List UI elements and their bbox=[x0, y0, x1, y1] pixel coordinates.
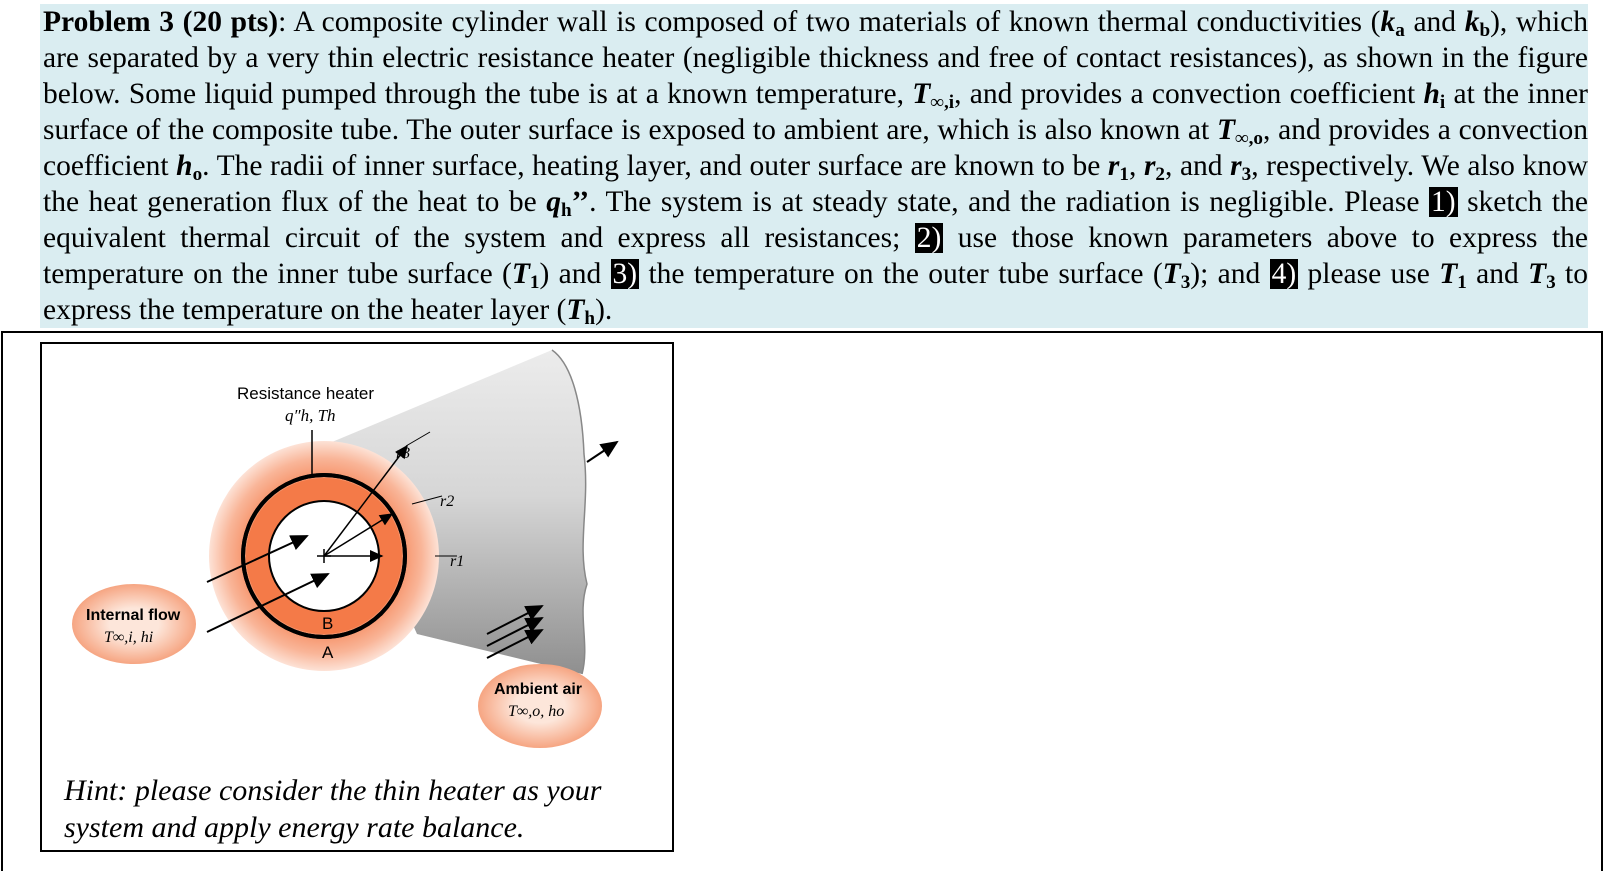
symbol: q bbox=[546, 186, 562, 218]
text: , respectively. We also know the heat generation flux of the heat to be bbox=[43, 150, 1589, 218]
text: the temperature on the outer tube surface ( bbox=[639, 258, 1163, 290]
layer-B-label: B bbox=[322, 614, 334, 633]
subscript: ∞,i bbox=[930, 91, 955, 113]
task-number-4: 4) bbox=[1271, 258, 1297, 290]
subscript: o bbox=[192, 163, 203, 185]
subscript: 3 bbox=[1241, 163, 1252, 185]
hint-line-1: Hint: please consider the thin heater as your bbox=[64, 774, 602, 807]
subscript: 1 bbox=[529, 271, 540, 293]
text: ), which are separated by a very thin electric resistance heater (negligible thickness and free of contact resistances), as shown in the figure below. Some liquid pumped through the tube is at a known temperature, bbox=[43, 6, 1589, 110]
subscript: 1 bbox=[1119, 163, 1129, 185]
ambient-air-vars: T∞,o, ho bbox=[508, 703, 565, 720]
symbol: r bbox=[1230, 150, 1242, 182]
task-number-2: 2) bbox=[916, 222, 942, 254]
task-number-1: 1) bbox=[1430, 186, 1456, 218]
outflow-arrow bbox=[587, 442, 617, 462]
subscript: h bbox=[561, 199, 572, 221]
symbol: T bbox=[511, 258, 530, 290]
text: ). bbox=[595, 294, 613, 326]
task-number-3: 3) bbox=[612, 258, 638, 290]
symbol: ’’ bbox=[571, 186, 590, 218]
subscript: b bbox=[1479, 19, 1491, 41]
text: . The system is at steady state, and the radiation is negligible. Please bbox=[589, 186, 1429, 218]
subscript: i bbox=[1439, 91, 1446, 113]
text: : A composite cylinder wall is composed of two materials of known thermal conductivities ( bbox=[278, 6, 1381, 38]
text: , and bbox=[1165, 150, 1231, 182]
symbol: r bbox=[1107, 150, 1120, 182]
text: and bbox=[1466, 258, 1529, 290]
text: ) and bbox=[539, 258, 611, 290]
hint-line-2: system and apply energy rate balance. bbox=[64, 811, 525, 844]
text: and bbox=[1404, 6, 1465, 38]
text: . The radii of inner surface, heating layer, and outer surface are known to be bbox=[202, 150, 1108, 182]
subscript: 3 bbox=[1546, 271, 1556, 293]
figure-box bbox=[40, 342, 674, 852]
problem-title: Problem 3 (20 pts) bbox=[43, 6, 279, 38]
text: at the inner surface of the composite tube. The outer surface is exposed to ambient are, which is also known at bbox=[43, 78, 1589, 146]
subscript: 3 bbox=[1180, 271, 1191, 293]
text: , bbox=[1128, 150, 1144, 182]
r2-label: r2 bbox=[440, 493, 455, 510]
problem-statement bbox=[40, 4, 1588, 328]
symbol: k bbox=[1464, 6, 1480, 38]
heater-label: Resistance heater bbox=[237, 384, 375, 403]
symbol: T bbox=[566, 294, 585, 326]
text: ); and bbox=[1190, 258, 1270, 290]
subscript: h bbox=[584, 307, 596, 329]
symbol: T bbox=[1162, 258, 1181, 290]
symbol: T bbox=[912, 78, 931, 110]
r3-label: r3 bbox=[396, 445, 411, 462]
text: to express the temperature on the heater layer ( bbox=[43, 258, 1589, 326]
subscript: 1 bbox=[1457, 271, 1467, 293]
text: use those known parameters above to express the temperature on the inner tube surface ( bbox=[43, 222, 1589, 290]
symbol: h bbox=[176, 150, 193, 182]
symbol: r bbox=[1143, 150, 1156, 182]
ambient-air-label: Ambient air bbox=[494, 681, 583, 698]
symbol: T bbox=[1528, 258, 1547, 290]
symbol: T bbox=[1439, 258, 1458, 290]
subscript: 2 bbox=[1155, 163, 1165, 185]
hint-text bbox=[64, 772, 664, 846]
symbol: k bbox=[1380, 6, 1396, 38]
heater-vars-label: q″h, Th bbox=[285, 406, 336, 425]
internal-flow-label: Internal flow bbox=[86, 607, 181, 624]
layer-A-label: A bbox=[322, 643, 334, 662]
symbol: h bbox=[1423, 78, 1440, 110]
subscript: ∞,o bbox=[1234, 127, 1264, 149]
r1-label: r1 bbox=[450, 553, 465, 570]
text: please use bbox=[1298, 258, 1440, 290]
internal-flow-vars: T∞,i, hi bbox=[104, 629, 154, 646]
text: sketch the equivalent thermal circuit of the system and express all resistances; bbox=[43, 186, 1588, 254]
internal-flow-cloud bbox=[72, 584, 196, 664]
text: , and provides a convection coefficient bbox=[954, 78, 1424, 110]
text: , and provides a convection coefficient bbox=[43, 114, 1588, 182]
subscript: a bbox=[1395, 19, 1405, 41]
symbol: T bbox=[1216, 114, 1235, 146]
